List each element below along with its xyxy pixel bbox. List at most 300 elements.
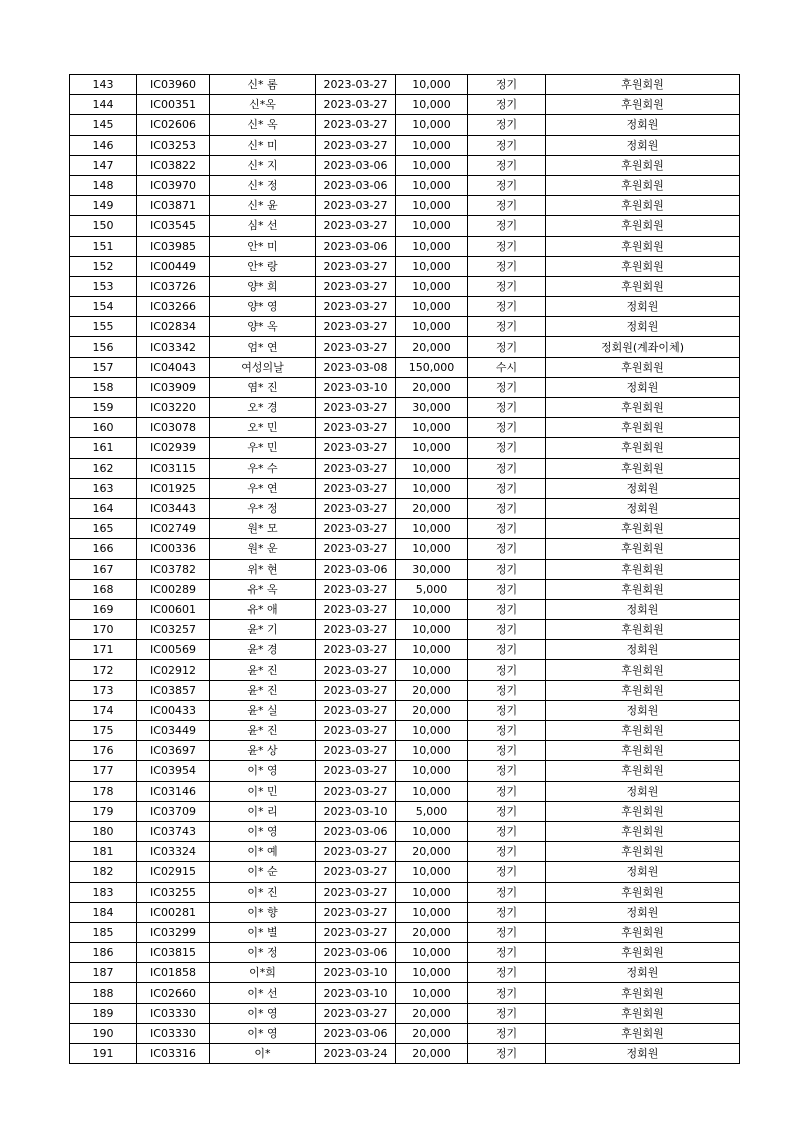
donation-date: 2023-03-06 xyxy=(316,559,396,579)
donation-type: 정기 xyxy=(468,458,546,478)
donor-name: 유* 옥 xyxy=(210,579,316,599)
row-number: 185 xyxy=(70,922,137,942)
table-row xyxy=(70,943,740,963)
row-number: 151 xyxy=(70,236,137,256)
member-id: IC03342 xyxy=(137,337,210,357)
member-category: 후원회원 xyxy=(546,983,740,1003)
donation-type: 정기 xyxy=(468,539,546,559)
donor-name: 신* 옥 xyxy=(210,115,316,135)
donation-date: 2023-03-27 xyxy=(316,842,396,862)
row-number: 174 xyxy=(70,700,137,720)
donor-name: 이* 리 xyxy=(210,801,316,821)
donation-type: 정기 xyxy=(468,781,546,801)
donation-type: 정기 xyxy=(468,115,546,135)
donation-date: 2023-03-27 xyxy=(316,519,396,539)
row-number: 167 xyxy=(70,559,137,579)
row-number: 172 xyxy=(70,660,137,680)
row-number: 164 xyxy=(70,498,137,518)
member-category: 정회원 xyxy=(546,478,740,498)
member-category: 후원회원 xyxy=(546,539,740,559)
donation-date: 2023-03-24 xyxy=(316,1044,396,1064)
donor-name: 이* 민 xyxy=(210,781,316,801)
table-row xyxy=(70,1023,740,1043)
member-category: 후원회원 xyxy=(546,660,740,680)
donation-type: 수시 xyxy=(468,357,546,377)
member-category: 후원회원 xyxy=(546,357,740,377)
member-id: IC03545 xyxy=(137,216,210,236)
donor-name: 이* 진 xyxy=(210,882,316,902)
member-category: 정회원(계좌이체) xyxy=(546,337,740,357)
donation-type: 정기 xyxy=(468,498,546,518)
donor-name: 안* 미 xyxy=(210,236,316,256)
member-id: IC03970 xyxy=(137,175,210,195)
donation-date: 2023-03-27 xyxy=(316,398,396,418)
donation-type: 정기 xyxy=(468,377,546,397)
member-category: 후원회원 xyxy=(546,418,740,438)
row-number: 169 xyxy=(70,599,137,619)
donation-type: 정기 xyxy=(468,337,546,357)
donor-name: 이*희 xyxy=(210,963,316,983)
member-category: 후원회원 xyxy=(546,75,740,95)
member-id: IC03985 xyxy=(137,236,210,256)
donation-amount: 20,000 xyxy=(396,498,468,518)
member-category: 후원회원 xyxy=(546,155,740,175)
row-number: 156 xyxy=(70,337,137,357)
member-id: IC03822 xyxy=(137,155,210,175)
donation-date: 2023-03-27 xyxy=(316,438,396,458)
donor-name: 윤* 경 xyxy=(210,640,316,660)
member-category: 정회원 xyxy=(546,599,740,619)
member-id: IC03782 xyxy=(137,559,210,579)
donor-name: 오* 경 xyxy=(210,398,316,418)
donation-type: 정기 xyxy=(468,216,546,236)
donation-type: 정기 xyxy=(468,276,546,296)
table-row xyxy=(70,983,740,1003)
donation-date: 2023-03-27 xyxy=(316,458,396,478)
donor-name: 이* 영 xyxy=(210,821,316,841)
member-category: 후원회원 xyxy=(546,842,740,862)
donation-amount: 10,000 xyxy=(396,943,468,963)
donation-type: 정기 xyxy=(468,297,546,317)
row-number: 176 xyxy=(70,741,137,761)
donation-type: 정기 xyxy=(468,741,546,761)
donor-name: 심* 선 xyxy=(210,216,316,236)
donation-amount: 10,000 xyxy=(396,660,468,680)
row-number: 189 xyxy=(70,1003,137,1023)
member-id: IC03220 xyxy=(137,398,210,418)
table-row xyxy=(70,599,740,619)
member-id: IC00289 xyxy=(137,579,210,599)
member-id: IC01858 xyxy=(137,963,210,983)
row-number: 146 xyxy=(70,135,137,155)
member-category: 후원회원 xyxy=(546,1003,740,1023)
table-row xyxy=(70,438,740,458)
row-number: 165 xyxy=(70,519,137,539)
donation-amount: 10,000 xyxy=(396,620,468,640)
member-id: IC02749 xyxy=(137,519,210,539)
donation-amount: 20,000 xyxy=(396,922,468,942)
table-row xyxy=(70,297,740,317)
donor-name: 우* 정 xyxy=(210,498,316,518)
member-id: IC03449 xyxy=(137,721,210,741)
donation-type: 정기 xyxy=(468,963,546,983)
donation-type: 정기 xyxy=(468,599,546,619)
donation-type: 정기 xyxy=(468,680,546,700)
donation-amount: 10,000 xyxy=(396,983,468,1003)
row-number: 191 xyxy=(70,1044,137,1064)
donation-date: 2023-03-06 xyxy=(316,155,396,175)
member-category: 정회원 xyxy=(546,1044,740,1064)
donation-amount: 20,000 xyxy=(396,680,468,700)
donation-type: 정기 xyxy=(468,478,546,498)
table-row xyxy=(70,761,740,781)
table-row xyxy=(70,559,740,579)
table-row xyxy=(70,317,740,337)
donation-date: 2023-03-27 xyxy=(316,700,396,720)
donor-name: 이* 선 xyxy=(210,983,316,1003)
donation-amount: 20,000 xyxy=(396,700,468,720)
donation-date: 2023-03-27 xyxy=(316,761,396,781)
donor-name: 신*옥 xyxy=(210,95,316,115)
donation-type: 정기 xyxy=(468,175,546,195)
member-id: IC03743 xyxy=(137,821,210,841)
donor-name: 이* 예 xyxy=(210,842,316,862)
donation-type: 정기 xyxy=(468,721,546,741)
table-row xyxy=(70,337,740,357)
table-row xyxy=(70,902,740,922)
donation-type: 정기 xyxy=(468,620,546,640)
member-category: 정회원 xyxy=(546,317,740,337)
donation-date: 2023-03-10 xyxy=(316,377,396,397)
donor-name: 안* 랑 xyxy=(210,256,316,276)
donation-date: 2023-03-06 xyxy=(316,943,396,963)
table-row xyxy=(70,640,740,660)
member-id: IC03115 xyxy=(137,458,210,478)
member-category: 정회원 xyxy=(546,781,740,801)
donation-type: 정기 xyxy=(468,1023,546,1043)
member-id: IC00433 xyxy=(137,700,210,720)
member-id: IC03316 xyxy=(137,1044,210,1064)
donation-date: 2023-03-06 xyxy=(316,821,396,841)
donation-amount: 10,000 xyxy=(396,519,468,539)
donation-date: 2023-03-27 xyxy=(316,680,396,700)
donation-amount: 10,000 xyxy=(396,640,468,660)
donation-type: 정기 xyxy=(468,438,546,458)
member-id: IC03146 xyxy=(137,781,210,801)
donation-type: 정기 xyxy=(468,922,546,942)
donation-amount: 10,000 xyxy=(396,256,468,276)
row-number: 145 xyxy=(70,115,137,135)
donation-amount: 20,000 xyxy=(396,1003,468,1023)
table-row xyxy=(70,478,740,498)
donor-name: 신* 지 xyxy=(210,155,316,175)
donation-date: 2023-03-27 xyxy=(316,660,396,680)
table-row xyxy=(70,700,740,720)
donation-type: 정기 xyxy=(468,95,546,115)
donation-date: 2023-03-10 xyxy=(316,963,396,983)
donor-name: 위* 현 xyxy=(210,559,316,579)
member-id: IC03871 xyxy=(137,196,210,216)
donation-date: 2023-03-27 xyxy=(316,478,396,498)
table-row xyxy=(70,155,740,175)
donor-name: 여성의날 xyxy=(210,357,316,377)
table-row xyxy=(70,377,740,397)
table-row xyxy=(70,418,740,438)
donor-name: 이* 순 xyxy=(210,862,316,882)
row-number: 155 xyxy=(70,317,137,337)
row-number: 177 xyxy=(70,761,137,781)
member-category: 후원회원 xyxy=(546,721,740,741)
donation-type: 정기 xyxy=(468,1044,546,1064)
member-id: IC03960 xyxy=(137,75,210,95)
donation-amount: 10,000 xyxy=(396,963,468,983)
member-id: IC02915 xyxy=(137,862,210,882)
donation-amount: 10,000 xyxy=(396,75,468,95)
member-id: IC03709 xyxy=(137,801,210,821)
donation-date: 2023-03-27 xyxy=(316,862,396,882)
donation-date: 2023-03-27 xyxy=(316,95,396,115)
member-category: 후원회원 xyxy=(546,519,740,539)
donation-type: 정기 xyxy=(468,196,546,216)
donation-amount: 10,000 xyxy=(396,236,468,256)
donor-name: 신* 정 xyxy=(210,175,316,195)
row-number: 187 xyxy=(70,963,137,983)
donation-type: 정기 xyxy=(468,418,546,438)
donor-name: 윤* 진 xyxy=(210,721,316,741)
table-row xyxy=(70,75,740,95)
member-category: 후원회원 xyxy=(546,398,740,418)
member-category: 후원회원 xyxy=(546,256,740,276)
donation-type: 정기 xyxy=(468,155,546,175)
member-id: IC02834 xyxy=(137,317,210,337)
row-number: 153 xyxy=(70,276,137,296)
member-id: IC02912 xyxy=(137,660,210,680)
donation-type: 정기 xyxy=(468,236,546,256)
donation-amount: 10,000 xyxy=(396,902,468,922)
donation-type: 정기 xyxy=(468,317,546,337)
member-category: 후원회원 xyxy=(546,95,740,115)
ledger-body xyxy=(70,75,740,1064)
donor-name: 윤* 기 xyxy=(210,620,316,640)
row-number: 149 xyxy=(70,196,137,216)
donation-date: 2023-03-10 xyxy=(316,801,396,821)
donation-date: 2023-03-06 xyxy=(316,1023,396,1043)
member-id: IC03253 xyxy=(137,135,210,155)
member-category: 후원회원 xyxy=(546,196,740,216)
donation-amount: 10,000 xyxy=(396,115,468,135)
donor-name: 이* 정 xyxy=(210,943,316,963)
donation-type: 정기 xyxy=(468,256,546,276)
table-row xyxy=(70,862,740,882)
member-category: 정회원 xyxy=(546,135,740,155)
donor-name: 신* 롬 xyxy=(210,75,316,95)
member-id: IC03815 xyxy=(137,943,210,963)
donation-date: 2023-03-06 xyxy=(316,236,396,256)
donation-type: 정기 xyxy=(468,761,546,781)
member-category: 후원회원 xyxy=(546,922,740,942)
table-row xyxy=(70,842,740,862)
member-category: 후원회원 xyxy=(546,761,740,781)
table-row xyxy=(70,801,740,821)
donor-name: 이* 별 xyxy=(210,922,316,942)
donor-name: 우* 연 xyxy=(210,478,316,498)
donor-name: 유* 애 xyxy=(210,599,316,619)
table-row xyxy=(70,963,740,983)
member-category: 정회원 xyxy=(546,640,740,660)
donation-date: 2023-03-27 xyxy=(316,75,396,95)
member-category: 후원회원 xyxy=(546,620,740,640)
donation-date: 2023-03-10 xyxy=(316,983,396,1003)
member-category: 후원회원 xyxy=(546,801,740,821)
row-number: 159 xyxy=(70,398,137,418)
member-category: 후원회원 xyxy=(546,438,740,458)
donor-name: 우* 수 xyxy=(210,458,316,478)
donation-amount: 10,000 xyxy=(396,196,468,216)
donation-type: 정기 xyxy=(468,801,546,821)
donation-date: 2023-03-27 xyxy=(316,579,396,599)
donation-type: 정기 xyxy=(468,579,546,599)
donation-type: 정기 xyxy=(468,640,546,660)
donation-amount: 20,000 xyxy=(396,1044,468,1064)
donation-amount: 10,000 xyxy=(396,599,468,619)
member-category: 정회원 xyxy=(546,862,740,882)
table-row xyxy=(70,882,740,902)
member-id: IC00351 xyxy=(137,95,210,115)
donation-type: 정기 xyxy=(468,821,546,841)
donation-amount: 10,000 xyxy=(396,155,468,175)
member-category: 후원회원 xyxy=(546,821,740,841)
row-number: 152 xyxy=(70,256,137,276)
table-row xyxy=(70,135,740,155)
donor-name: 윤* 상 xyxy=(210,741,316,761)
member-id: IC01925 xyxy=(137,478,210,498)
table-row xyxy=(70,620,740,640)
row-number: 168 xyxy=(70,579,137,599)
donor-name: 이* 영 xyxy=(210,1003,316,1023)
donor-name: 윤* 진 xyxy=(210,680,316,700)
donation-type: 정기 xyxy=(468,660,546,680)
row-number: 144 xyxy=(70,95,137,115)
donor-name: 원* 운 xyxy=(210,539,316,559)
donation-type: 정기 xyxy=(468,882,546,902)
row-number: 182 xyxy=(70,862,137,882)
member-category: 정회원 xyxy=(546,297,740,317)
table-row xyxy=(70,1044,740,1064)
donation-amount: 10,000 xyxy=(396,721,468,741)
donation-amount: 30,000 xyxy=(396,398,468,418)
donation-date: 2023-03-08 xyxy=(316,357,396,377)
member-id: IC03954 xyxy=(137,761,210,781)
row-number: 186 xyxy=(70,943,137,963)
donor-name: 이* 향 xyxy=(210,902,316,922)
member-category: 후원회원 xyxy=(546,216,740,236)
donor-name: 오* 민 xyxy=(210,418,316,438)
donation-date: 2023-03-27 xyxy=(316,640,396,660)
donation-date: 2023-03-06 xyxy=(316,175,396,195)
row-number: 148 xyxy=(70,175,137,195)
donor-name: 이* xyxy=(210,1044,316,1064)
table-row xyxy=(70,721,740,741)
donor-name: 원* 모 xyxy=(210,519,316,539)
member-id: IC03324 xyxy=(137,842,210,862)
donation-amount: 10,000 xyxy=(396,862,468,882)
table-row xyxy=(70,821,740,841)
member-id: IC03266 xyxy=(137,297,210,317)
member-category: 후원회원 xyxy=(546,882,740,902)
table-row xyxy=(70,680,740,700)
donation-amount: 10,000 xyxy=(396,761,468,781)
donor-name: 우* 민 xyxy=(210,438,316,458)
donation-amount: 20,000 xyxy=(396,377,468,397)
donation-date: 2023-03-27 xyxy=(316,539,396,559)
row-number: 171 xyxy=(70,640,137,660)
donation-type: 정기 xyxy=(468,559,546,579)
donation-type: 정기 xyxy=(468,135,546,155)
row-number: 181 xyxy=(70,842,137,862)
donation-type: 정기 xyxy=(468,902,546,922)
donation-date: 2023-03-27 xyxy=(316,902,396,922)
member-id: IC03857 xyxy=(137,680,210,700)
member-category: 후원회원 xyxy=(546,741,740,761)
donation-date: 2023-03-27 xyxy=(316,599,396,619)
table-row xyxy=(70,458,740,478)
donation-date: 2023-03-27 xyxy=(316,418,396,438)
row-number: 154 xyxy=(70,297,137,317)
donation-amount: 5,000 xyxy=(396,579,468,599)
donation-date: 2023-03-27 xyxy=(316,297,396,317)
donation-date: 2023-03-27 xyxy=(316,721,396,741)
table-row xyxy=(70,357,740,377)
donation-date: 2023-03-27 xyxy=(316,135,396,155)
table-row xyxy=(70,660,740,680)
donation-date: 2023-03-27 xyxy=(316,276,396,296)
member-category: 후원회원 xyxy=(546,680,740,700)
donation-amount: 10,000 xyxy=(396,297,468,317)
member-category: 후원회원 xyxy=(546,579,740,599)
member-category: 정회원 xyxy=(546,115,740,135)
member-id: IC03255 xyxy=(137,882,210,902)
member-id: IC03299 xyxy=(137,922,210,942)
member-category: 정회원 xyxy=(546,902,740,922)
donation-amount: 10,000 xyxy=(396,175,468,195)
member-category: 후원회원 xyxy=(546,1023,740,1043)
donation-type: 정기 xyxy=(468,983,546,1003)
member-id: IC00601 xyxy=(137,599,210,619)
table-row xyxy=(70,216,740,236)
donation-date: 2023-03-27 xyxy=(316,256,396,276)
table-row xyxy=(70,256,740,276)
member-category: 정회원 xyxy=(546,963,740,983)
member-category: 후원회원 xyxy=(546,458,740,478)
table-row xyxy=(70,781,740,801)
member-id: IC03443 xyxy=(137,498,210,518)
row-number: 163 xyxy=(70,478,137,498)
donation-amount: 10,000 xyxy=(396,882,468,902)
donation-amount: 10,000 xyxy=(396,539,468,559)
table-row xyxy=(70,1003,740,1023)
row-number: 184 xyxy=(70,902,137,922)
donation-amount: 10,000 xyxy=(396,95,468,115)
member-id: IC03078 xyxy=(137,418,210,438)
donor-name: 윤* 실 xyxy=(210,700,316,720)
donation-date: 2023-03-27 xyxy=(316,620,396,640)
member-id: IC02939 xyxy=(137,438,210,458)
donation-type: 정기 xyxy=(468,398,546,418)
member-id: IC02660 xyxy=(137,983,210,1003)
row-number: 190 xyxy=(70,1023,137,1043)
donation-date: 2023-03-27 xyxy=(316,741,396,761)
row-number: 173 xyxy=(70,680,137,700)
